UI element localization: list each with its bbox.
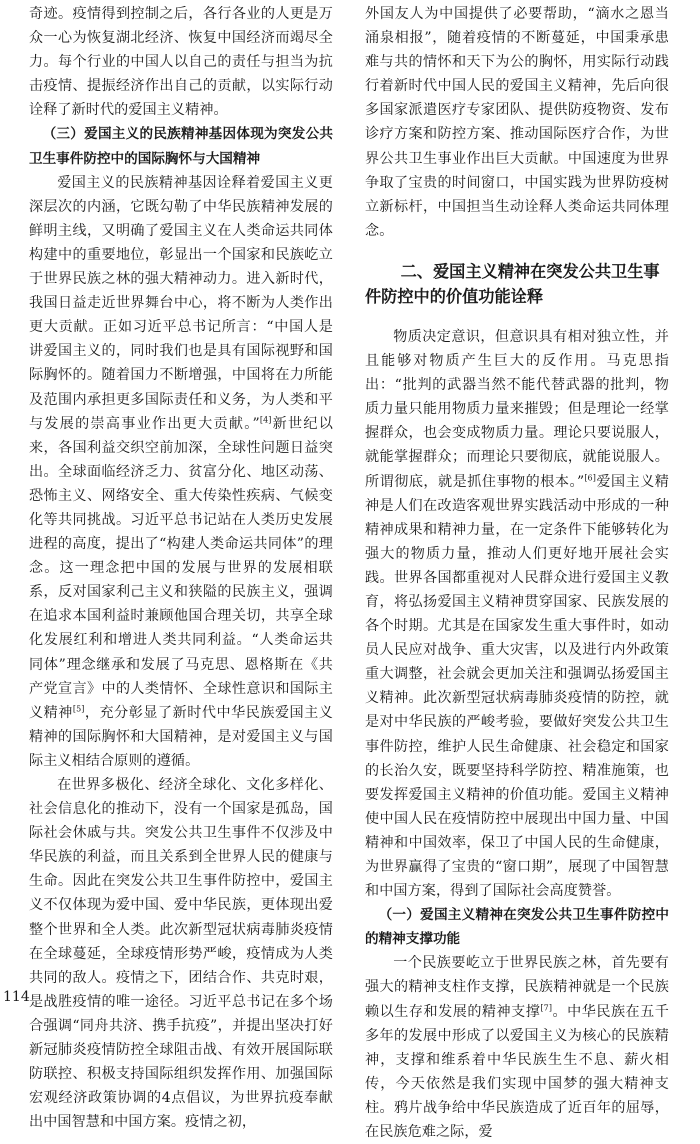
left-column	[29, 2, 333, 1134]
right-paragraph-1: 外国友人为中国提供了必要帮助，“滴水之恩当涌泉相报”，随着疫情的不断蔓延，中国秉承患难与共的情怀和天下为公的胸怀，用实际行动践行着新时代中国人民的爱国主义精神，先后向很多国家派遣医疗专家团队、提供防疫物资、发布诊疗方案和防控方案、推动国际医疗合作，为世界公共卫生事业作出巨大贡献。中国速度为世界争取了宝贵的时间窗口，中国实践为世界防疫树立新标杆，中国担当生动诠释人类命运共同体理念。	[365, 6, 669, 239]
subheading-3: （三）爱国主义的民族精神基因体现为突发公共卫生事件防控中的国际胸怀与大国精神	[29, 126, 333, 167]
right-column	[365, 2, 669, 1144]
page-number: 114	[3, 989, 30, 1005]
citation-ref-6: [6]	[584, 472, 596, 482]
citation-ref-5: [5]	[72, 704, 85, 714]
left-paragraph-3: 在世界多极化、经济全球化、文化多样化、社会信息化的推动下，没有一个国家是孤岛，国际社会休戚与共。突发公共卫生事件不仅涉及中华民族的利益，而且关系到全世界人民的健康与生命。因此在突发公共卫生事件防控中，爱国主义不仅体现为爱中国、爱中华民族，更体现出爱整个世界和全人类。此次新型冠状病毒肺炎疫情在全球蔓延，全球疫情形势严峻，疫情成为人类共同的敌人。疫情之下，团结合作、共克时艰，是战胜疫情的唯一途径。习近平总书记在多个场合强调“同舟共济、携手抗疫”，并提出坚决打好新冠肺炎疫情防控全球阻击战、有效开展国际联防联控、积极支持国际组织发挥作用、加强国际宏观经济政策协调的4点倡议，为世界抗疫奉献出中国智慧和中国方案。疫情之初，	[29, 777, 333, 1131]
left-paragraph-1: 奇迹。疫情得到控制之后，各行各业的人更是万众一心为恢复湖北经济、恢复中国经济而竭尽全力。每个行业的中国人以自己的责任与担当为抗击疫情、提振经济作出自己的贡献，以实际行动诠释了新时代的爱国主义精神。	[29, 6, 333, 119]
right-paragraph-2: 物质决定意识，但意识具有相对独立性，并且能够对物质产生巨大的反作用。马克思指出：“批判的武器当然不能代替武器的批判，物质力量只能用物质力量来摧毁；但是理论一经掌握群众，也会变成物质力量。理论只要说服人，就能掌握群众；而理论只要彻底，就能说服人。所谓彻底，就是抓住事物的根本。”[6]爱国主义精神是人们在改造客观世界实践活动中形成的一种精神成果和精神力量，在一定条件下能够转化为强大的物质力量，推动人们更好地开展社会实践。世界各国都重视对人民群众进行爱国主义教育，将弘扬爱国主义精神贯穿国家、民族发展的各个时期。尤其是在国家发生重大事件时，如动员人民应对战争、重大灾害，以及进行内外政策重大调整，社会就会更加关注和强调弘扬爱国主义精神。此次新型冠状病毒肺炎疫情的防控，就是对中华民族的严峻考验，要做好突发公共卫生事件防控，维护人民生命健康、社会稳定和国家的长治久安，既要坚持科学防控、精准施策，也要发挥爱国主义精神的价值功能。爱国主义精神使中国人民在疫情防控中展现出中国力量、中国精神和中国效率，保卫了中国人民的生命健康，为世界赢得了宝贵的“窗口期”，展现了中国智慧和中国方案，得到了国际社会高度赞誉。	[365, 328, 669, 900]
subheading-1: （一）爱国主义精神在突发公共卫生事件防控中的精神支撑功能	[365, 907, 669, 948]
citation-ref-7: [7]	[540, 1002, 553, 1012]
section-title: 二、爱国主义精神在突发公共卫生事件防控中的价值功能诠释	[365, 261, 660, 306]
left-paragraph-2: 爱国主义的民族精神基因诠释着爱国主义更深层次的内涵，它既勾勒了中华民族精神发展的鲜明主线，又明确了爱国主义在人类命运共同体构建中的重要地位，彰显出一个国家和民族屹立于世界民族之林的强大精神动力。进入新时代，我国日益走近世界舞台中心，将不断为人类作出更大贡献。正如习近平总书记所言：“中国人是讲爱国主义的，同时我们也是具有国际视野和国际胸怀的。随着国力不断增强，中国将在力所能及范围内承担更多国际责任和义务，为人类和平与发展的崇高事业作出更大贡献。”[4]新世纪以来，各国利益交织空前加深，全球性问题日益突出。全球面临经济乏力、贫富分化、地区动荡、恐怖主义、网络安全、重大传染性疾病、气候变化等共同挑战。习近平总书记站在人类历史发展进程的高度，提出了“构建人类命运共同体”的理念。这一理念把中国的发展与世界的发展相联系，反对国家利己主义和狭隘的民族主义，强调在追求本国利益时兼顾他国合理关切，共享全球化发展红利和增进人类共同利益。“人类命运共同体”理念继承和发展了马克思、恩格斯在《共产党宣言》中的人类情怀、全球性意识和国际主义精神[5]，充分彰显了新时代中华民族爱国主义精神的国际胸怀和大国精神，是对爱国主义与国际主义相结合原则的遵循。	[29, 174, 333, 769]
right-paragraph-3: 一个民族要屹立于世界民族之林，首先要有强大的精神支柱作支撑，民族精神就是一个民族赖以生存和发展的精神支撑[7]。中华民族在五千多年的发展中形成了以爱国主义为核心的民族精神，支撑和维系着中华民族生生不息、薪火相传，今天依然是我们实现中国梦的强大精神支柱。鸦片战争给中华民族造成了近百年的屈辱，在民族危难之际，爱	[365, 955, 669, 1141]
citation-ref-4: [4]	[259, 414, 272, 424]
